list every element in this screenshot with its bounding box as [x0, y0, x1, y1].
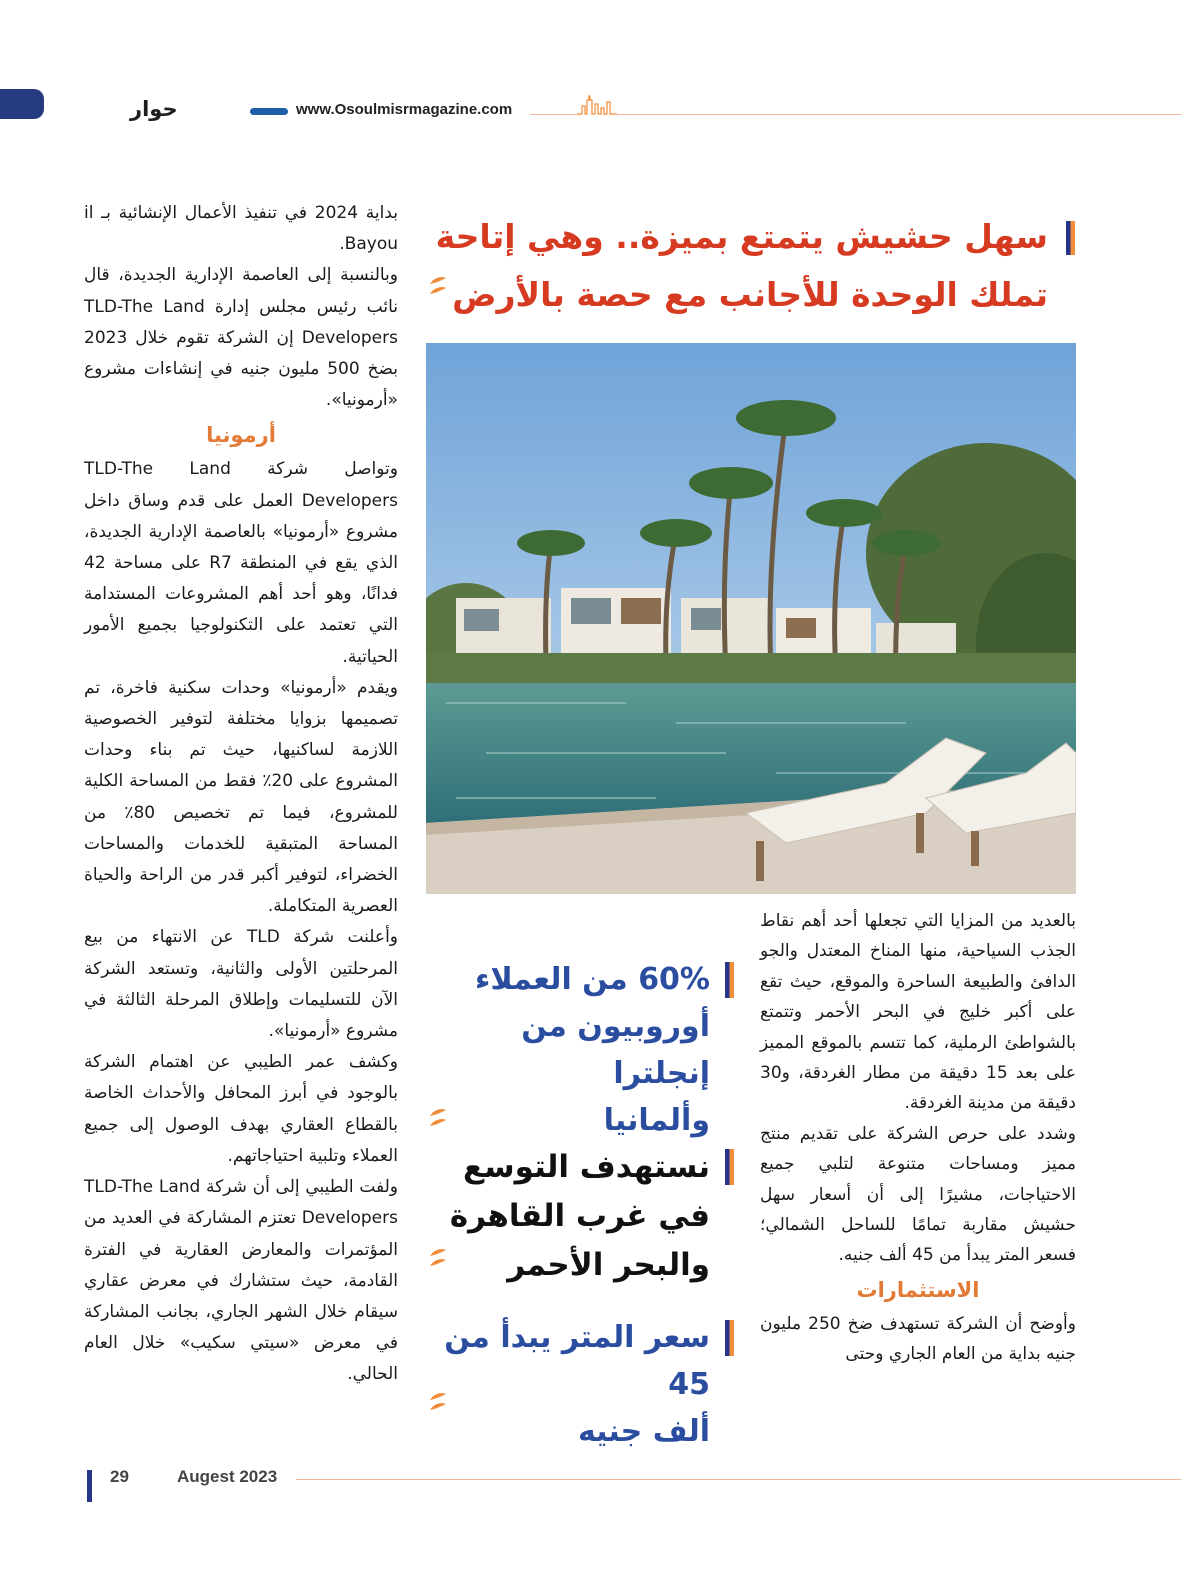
- skyline-icon: [577, 94, 617, 116]
- resort-photo: [426, 343, 1076, 894]
- leaf-icon: [428, 1106, 448, 1130]
- article-headline: [430, 208, 1048, 324]
- subheading: أرمونيا: [206, 423, 276, 448]
- page-number: 29: [110, 1467, 129, 1486]
- paragraph: بداية 2024 في تنفيذ الأعمال الإنشائية بـ il Bayou.: [84, 203, 398, 255]
- website-url[interactable]: www.Osoulmisrmagazine.com: [296, 101, 513, 118]
- quote-accent-bar: [725, 962, 734, 998]
- quote-accent-bar: [725, 1149, 734, 1185]
- pull-quote-line: سعر المتر يبدأ من 45: [444, 1320, 710, 1402]
- pull-quote-2: [430, 1143, 710, 1290]
- pull-quote-line: نستهدف التوسع: [462, 1149, 710, 1185]
- subheading: الاستثمارات: [856, 1277, 980, 1302]
- issue-date: Augest 2023: [177, 1467, 278, 1486]
- pull-quote-line: ألف جنيه: [577, 1414, 710, 1449]
- pull-quote-3: [430, 1314, 710, 1455]
- paragraph: وبالنسبة إلى العاصمة الإدارية الجديدة، قال نائب رئيس مجلس إدارة TLD-The Land Developers إن الشركة تقوم خلال 2023 بضخ 500 مليون جنيه في إنشاءات مشروع «أرمونيا».: [84, 265, 398, 411]
- paragraph: ويقدم «أرمونيا» وحدات سكنية فاخرة، تم تصميمها بزوايا مختلفة لتوفير الخصوصية اللازمة لساكنيها، حيث تم بناء وحدات المشروع على 20٪ فقط من المساحة الكلية للمشروع، فيما تم تخصيص 80٪ من المساحة المتبقية للخدمات والمساحات الخضراء، لتوفير أكبر قدر من الراحة والحياة العصرية المتكاملة.: [84, 677, 398, 917]
- paragraph: بالعديد من المزايا التي تجعلها أحد أهم نقاط الجذب السياحية، منها المناخ المعتدل والجو الدافئ والطبيعة الساحرة والموقع، حيث تقع على أكبر خليج في البحر الأحمر وتتمتع بالشواطئ الرملية، كما تتسم بالموقع المميز على بعد 15 دقيقة من مطار الغردقة، و30 دقيقة من مدينة الغردقة.: [760, 911, 1076, 1114]
- pull-quote-line: أوروبيون من إنجلترا: [521, 1009, 710, 1091]
- pull-quote-line: 60% من العملاء: [475, 962, 710, 997]
- middle-text-column: [760, 906, 1076, 1370]
- footer-rule: [296, 1479, 1181, 1480]
- section-label: حوار: [130, 97, 178, 121]
- pull-quote-1: [430, 956, 710, 1144]
- leaf-icon: [428, 274, 448, 298]
- paragraph: وتواصل شركة TLD-The Land Developers العمل على قدم وساق داخل مشروع «أرمونيا» بالعاصمة الإدارية الجديدة، الذي يقع في المنطقة R7 على مساحة 42 فدانًا، وهو أحد أهم المشروعات المستدامة التي تعتمد على التكنولوجيا بجميع الأمور الحياتية.: [84, 459, 398, 667]
- pull-quote-line: والبحر الأحمر: [507, 1247, 710, 1283]
- headline-accent-bar: [1066, 221, 1075, 255]
- paragraph: وشدد على حرص الشركة على تقديم منتج مميز ومساحات متنوعة لتلبي جميع الاحتياجات، مشيرًا إلى أن أسعار سهل حشيش مقاربة تمامًا للساحل الشمالي؛ فسعر المتر يبدأ من 45 ألف جنيه.: [760, 1123, 1076, 1266]
- pull-quote-line: في غرب القاهرة: [449, 1198, 710, 1234]
- paragraph: وأوضح أن الشركة تستهدف ضخ 250 مليون جنيه بداية من العام الجاري وحتى: [760, 1313, 1076, 1365]
- pull-quote-line: وألمانيا: [603, 1103, 710, 1138]
- leaf-icon: [428, 1246, 448, 1270]
- header-tab: [0, 89, 44, 119]
- leaf-icon: [428, 1390, 448, 1414]
- headline-line-1: سهل حشيش يتمتع بميزة.. وهي إتاحة: [435, 217, 1048, 256]
- paragraph: وكشف عمر الطيبي عن اهتمام الشركة بالوجود في أبرز المحافل والأحداث الخاصة بالقطاع العقاري بهدف الوصول إلى جميع العملاء وتلبية احتياجاتهم.: [84, 1052, 398, 1166]
- headline-line-2: تملك الوحدة للأجانب مع حصة بالأرض: [452, 275, 1048, 314]
- header-rule-left: [530, 114, 578, 115]
- url-accent-bar: [250, 108, 288, 115]
- paragraph: وأعلنت شركة TLD عن الانتهاء من بيع المرحلتين الأولى والثانية، وتستعد الشركة الآن للتسليمات وإطلاق المرحلة الثالثة في مشروع «أرمونيا».: [84, 927, 398, 1042]
- left-text-column: [84, 198, 398, 1391]
- quote-accent-bar: [725, 1320, 734, 1356]
- footer-accent-bar: [87, 1470, 92, 1502]
- paragraph: ولفت الطيبي إلى أن شركة TLD-The Land Developers تعتزم المشاركة في العديد من المؤتمرات والمعارض العقارية في الفترة القادمة، حيث ستشارك في معرض عقاري سيقام خلال الشهر الجاري، بجانب المشاركة في معرض «سيتي سكيب» خلال العام الحالي.: [84, 1177, 399, 1385]
- header-rule-right: [616, 114, 1181, 115]
